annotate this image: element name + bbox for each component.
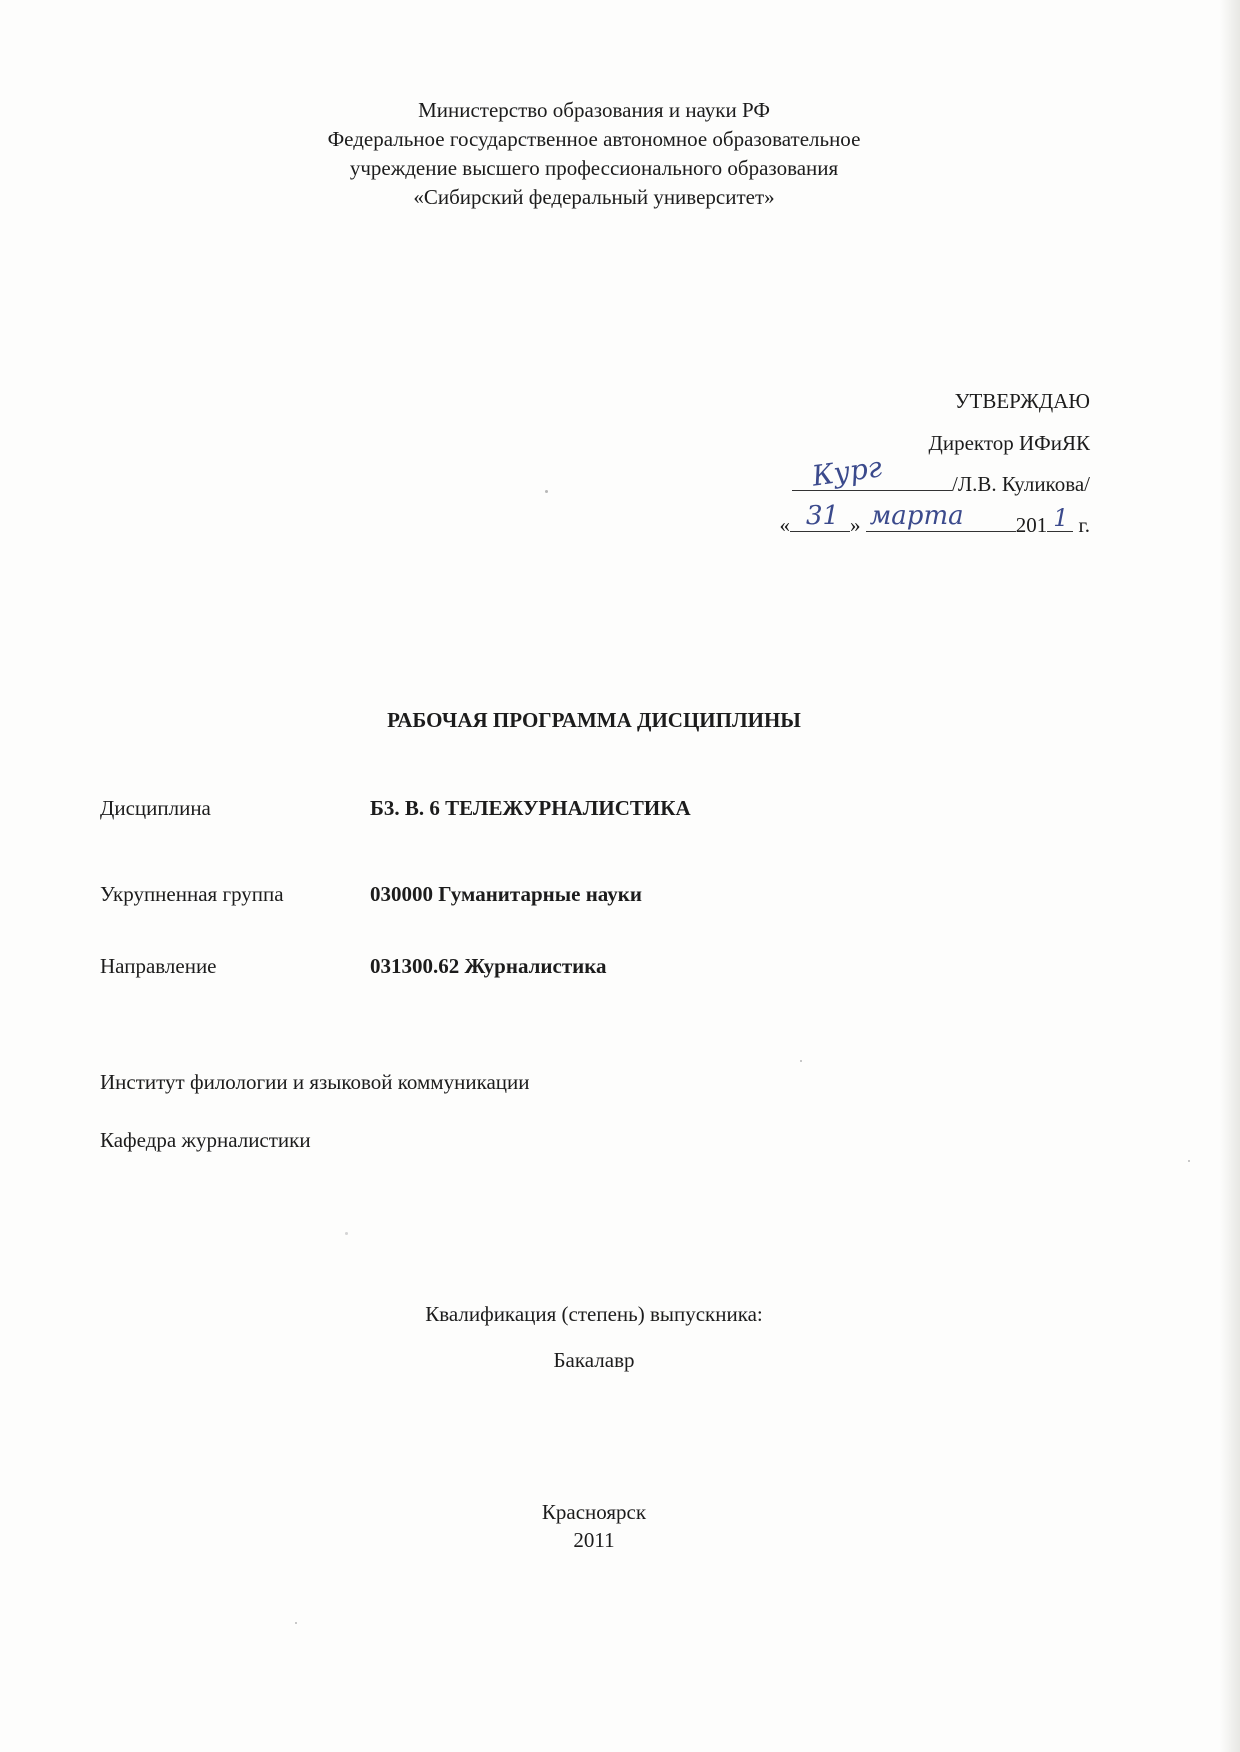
handwritten-year-digit: 1 [1053,504,1069,532]
scan-speck [295,1622,297,1624]
qualification-value: Бакалавр [553,1348,635,1372]
date-year-suffix: г. [1078,513,1090,537]
department-name: Кафедра журналистики [100,1128,311,1152]
scan-speck [545,490,548,493]
city-name: Красноярск [541,1500,647,1524]
date-year-prefix: 201 [1015,513,1048,537]
header-line-ministry: Министерство образования и науки РФ [418,98,770,122]
date-day-blank [790,501,850,532]
discipline-label: Дисциплина [100,796,211,820]
header-line-institution: учреждение высшего профессионального образования [349,156,839,180]
approval-date [779,501,1091,546]
scan-speck [1188,1160,1190,1162]
handwritten-day: 31 [806,501,840,531]
handwritten-month: марта [869,501,964,531]
approver-name: /Л.В. Куликова/ [952,472,1090,496]
document-year: 2011 [573,1528,615,1552]
approval-date-line [670,501,1090,546]
direction-row [100,954,607,979]
document-title: РАБОЧАЯ ПРОГРАММА ДИСЦИПЛИНЫ [387,708,801,732]
ministry-header [0,96,1188,212]
approve-label: УТВЕРЖДАЮ [954,389,1090,413]
scan-speck [800,1060,802,1062]
date-open-quote: « [779,513,790,537]
date-close-quote: » [850,513,861,537]
handwritten-signature: Кург [809,450,884,493]
group-value: 030000 Гуманитарные науки [370,882,642,906]
scan-speck [345,1232,348,1235]
discipline-row [100,796,691,821]
direction-value: 031300.62 Журналистика [370,954,607,978]
approver-position: Директор ИФиЯК [928,431,1090,455]
date-month-blank [866,501,1016,532]
group-row [100,882,642,907]
signature-blank [792,450,952,493]
group-label: Укрупненная группа [100,882,284,906]
institute-name: Институт филологии и языковой коммуникации [100,1070,530,1094]
approval-block [670,380,1090,546]
qualification-label: Квалификация (степень) выпускника: [425,1302,763,1326]
header-line-university: «Сибирский федеральный университет» [413,185,775,209]
header-line-federal: Федеральное государственное автономное образовательное [327,127,861,151]
date-year-blank [1047,504,1073,532]
scan-edge-shadow [1220,0,1240,1752]
direction-label: Направление [100,954,217,978]
discipline-value: Б3. В. 6 ТЕЛЕЖУРНАЛИСТИКА [370,796,691,820]
